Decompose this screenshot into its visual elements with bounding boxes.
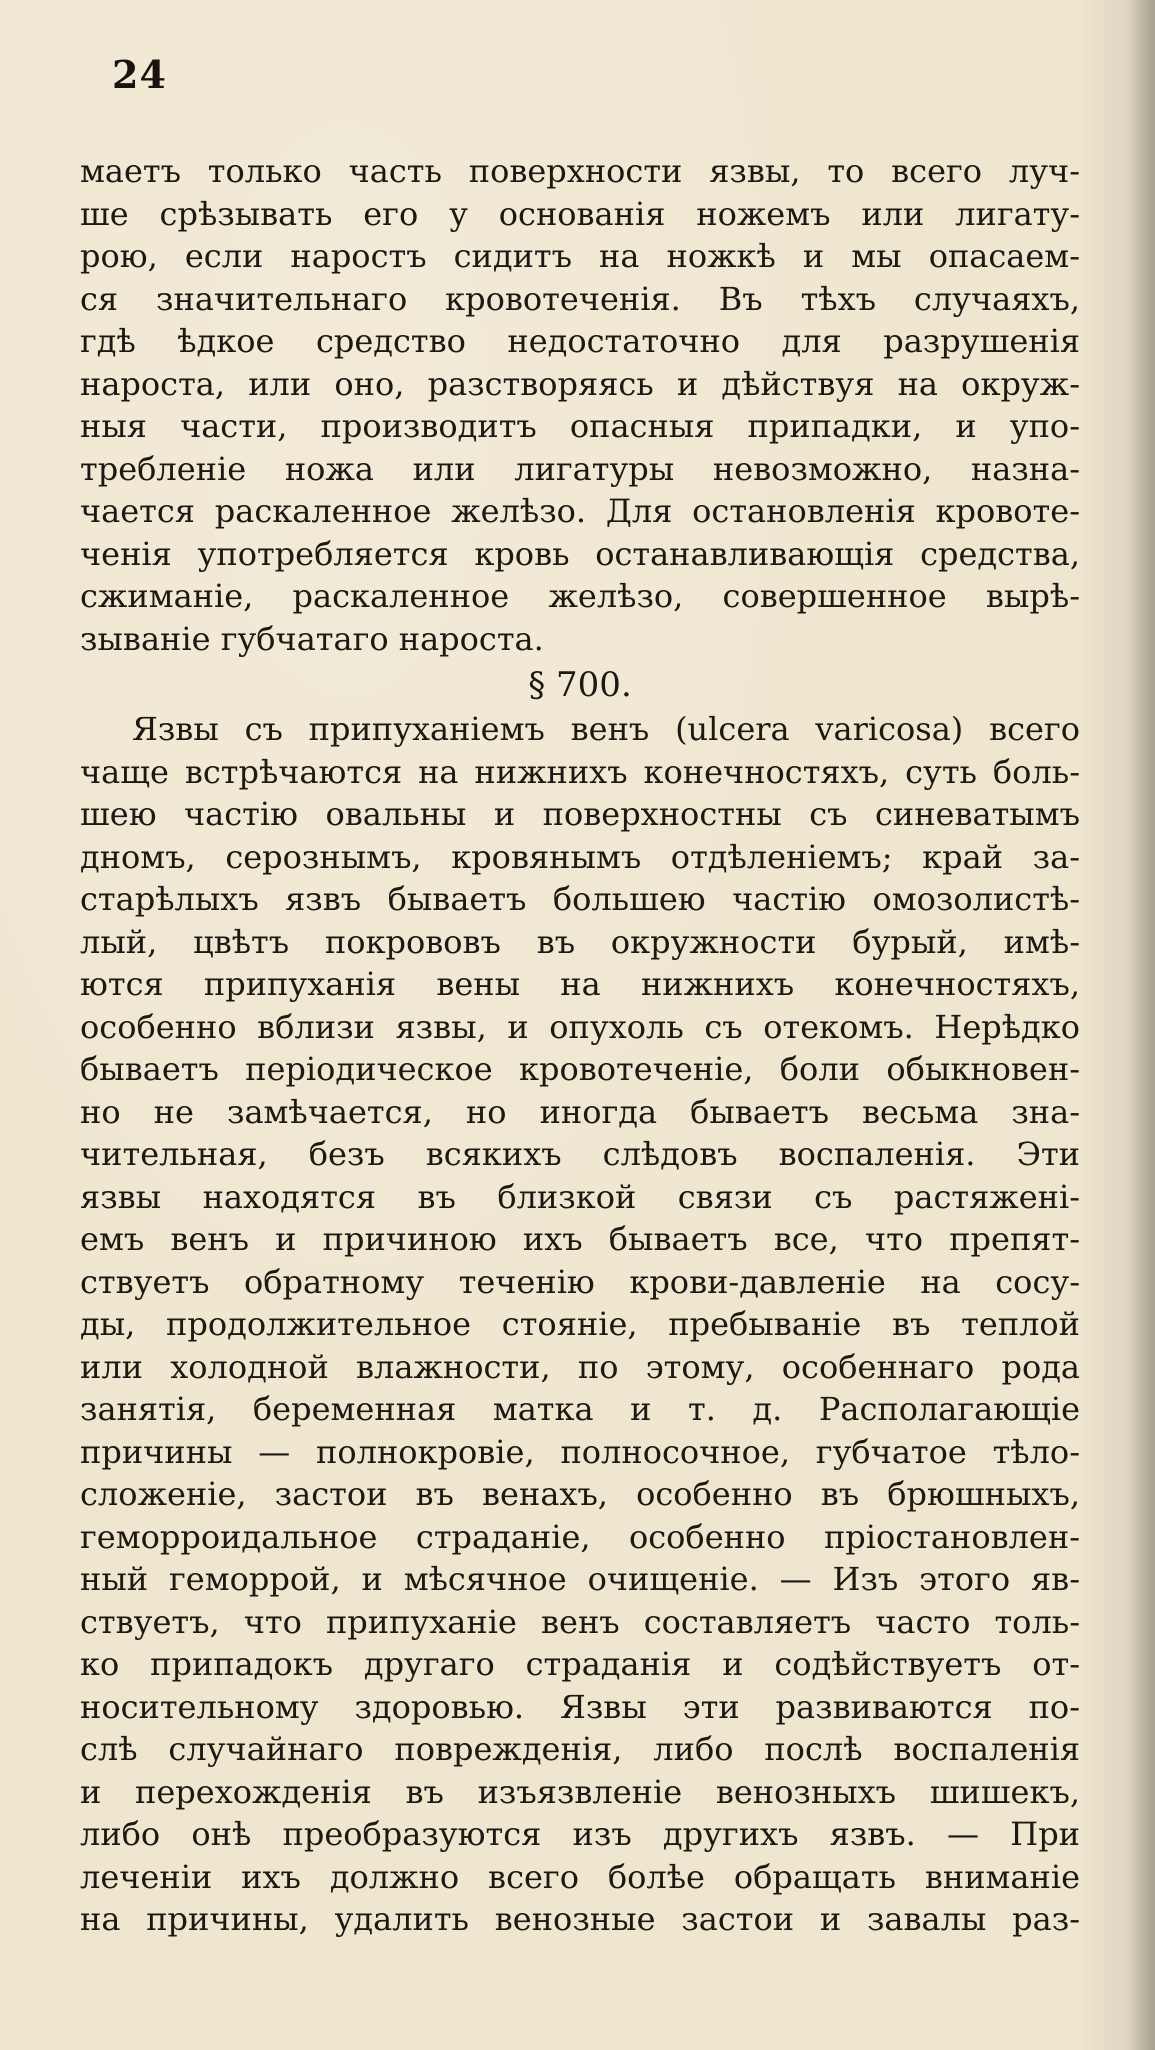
- text-line: особенно вблизи язвы, и опухоль съ отекомъ. Нерѣдко: [80, 1007, 1080, 1046]
- text-line: и перехожденія въ изъязвленіе венозныхъ шишекъ,: [80, 1772, 1080, 1811]
- text-line: емъ венъ и причиною ихъ бываетъ все, что препят-: [80, 1220, 1080, 1258]
- text-line: или холодной влажности, по этому, особеннаго рода: [80, 1347, 1080, 1386]
- text-line: носительному здоровью. Язвы эти развиваются по-: [80, 1687, 1080, 1726]
- text-line: гдѣ ѣдкое средство недостаточно для разрушенія: [80, 322, 1080, 360]
- text-line: либо онѣ преобразуются изъ другихъ язвъ. — При: [80, 1815, 1080, 1853]
- page-number: 24: [112, 52, 167, 97]
- text-line: язвы находятся въ близкой связи съ растяжені-: [80, 1177, 1080, 1216]
- paragraph-1: [80, 150, 1080, 660]
- text-line: шею частію овальны и поверхностны съ синеватымъ: [80, 795, 1080, 833]
- text-line: зываніе губчатаго нароста.: [80, 619, 544, 658]
- text-line: на причины, удалить венозные застои и завалы раз-: [80, 1900, 1080, 1938]
- text-line: ко припадокъ другаго страданія и содѣйствуетъ от-: [80, 1645, 1080, 1683]
- text-line: ствуетъ обратному теченію крови-давленіе на сосу-: [80, 1262, 1080, 1301]
- text-line: ченія употребляется кровь останавливающія средства,: [80, 534, 1080, 573]
- text-line: сжиманіе, раскаленное желѣзо, совершенное вырѣ-: [80, 577, 1080, 615]
- text-line: леченіи ихъ должно всего болѣе обращать вниманіе: [80, 1857, 1080, 1896]
- page-text: [80, 150, 1080, 1941]
- text-line: ды, продолжительное стояніе, пребываніе въ теплой: [80, 1305, 1080, 1343]
- text-line: Язвы съ припуханіемъ венъ (ulcera varicosa) всего: [132, 710, 1080, 748]
- text-line: старѣлыхъ язвъ бываетъ большею частію омозолистѣ-: [80, 880, 1080, 918]
- text-line: слѣ случайнаго поврежденія, либо послѣ воспаленія: [80, 1730, 1080, 1768]
- text-line: причины — полнокровіе, полносочное, губчатое тѣло-: [80, 1432, 1080, 1471]
- text-line: ствуетъ, что припуханіе венъ составляетъ часто толь-: [80, 1602, 1080, 1641]
- text-line: ся значительнаго кровотеченія. Въ тѣхъ случаяхъ,: [80, 279, 1080, 318]
- text-line: сложеніе, застои въ венахъ, особенно въ брюшныхъ,: [80, 1475, 1080, 1513]
- text-line: ше срѣзывать его у основанія ножемъ или лигату-: [80, 194, 1080, 233]
- text-line: маетъ только часть поверхности язвы, то всего луч-: [80, 152, 1080, 190]
- section-heading: § 700.: [528, 665, 632, 705]
- text-line: чительная, безъ всякихъ слѣдовъ воспаленія. Эти: [80, 1135, 1080, 1173]
- paragraph-2: [80, 708, 1080, 1941]
- text-line: нароста, или оно, разстворяясь и дѣйствуя на окруж-: [80, 364, 1080, 403]
- text-line: лый, цвѣтъ покрововъ въ окружности бурый, имѣ-: [80, 922, 1080, 961]
- text-line: рою, если наростъ сидитъ на ножкѣ и мы опасаем-: [80, 237, 1080, 275]
- text-line: геморроидальное страданіе, особенно пріостановлен-: [80, 1517, 1080, 1556]
- text-line: ются припуханія вены на нижнихъ конечностяхъ,: [80, 965, 1080, 1003]
- text-line: требленіе ножа или лигатуры невозможно, назна-: [80, 449, 1080, 488]
- text-line: дномъ, серознымъ, кровянымъ отдѣленіемъ; край за-: [80, 837, 1080, 876]
- page-edge-shadow: [1127, 0, 1155, 2050]
- text-line: бываетъ періодическое кровотеченіе, боли обыкновен-: [80, 1050, 1080, 1088]
- text-line: ныя части, производитъ опасныя припадки, и упо-: [80, 407, 1080, 445]
- text-line: занятія, беременная матка и т. д. Располагающіе: [80, 1390, 1080, 1428]
- text-line: чаще встрѣчаются на нижнихъ конечностяхъ, суть боль-: [80, 752, 1080, 791]
- text-line: ный геморрой, и мѣсячное очищеніе. — Изъ этого яв-: [80, 1560, 1080, 1598]
- text-line: чается раскаленное желѣзо. Для остановленія кровоте-: [80, 492, 1080, 530]
- text-line: но не замѣчается, но иногда бываетъ весьма зна-: [80, 1092, 1080, 1131]
